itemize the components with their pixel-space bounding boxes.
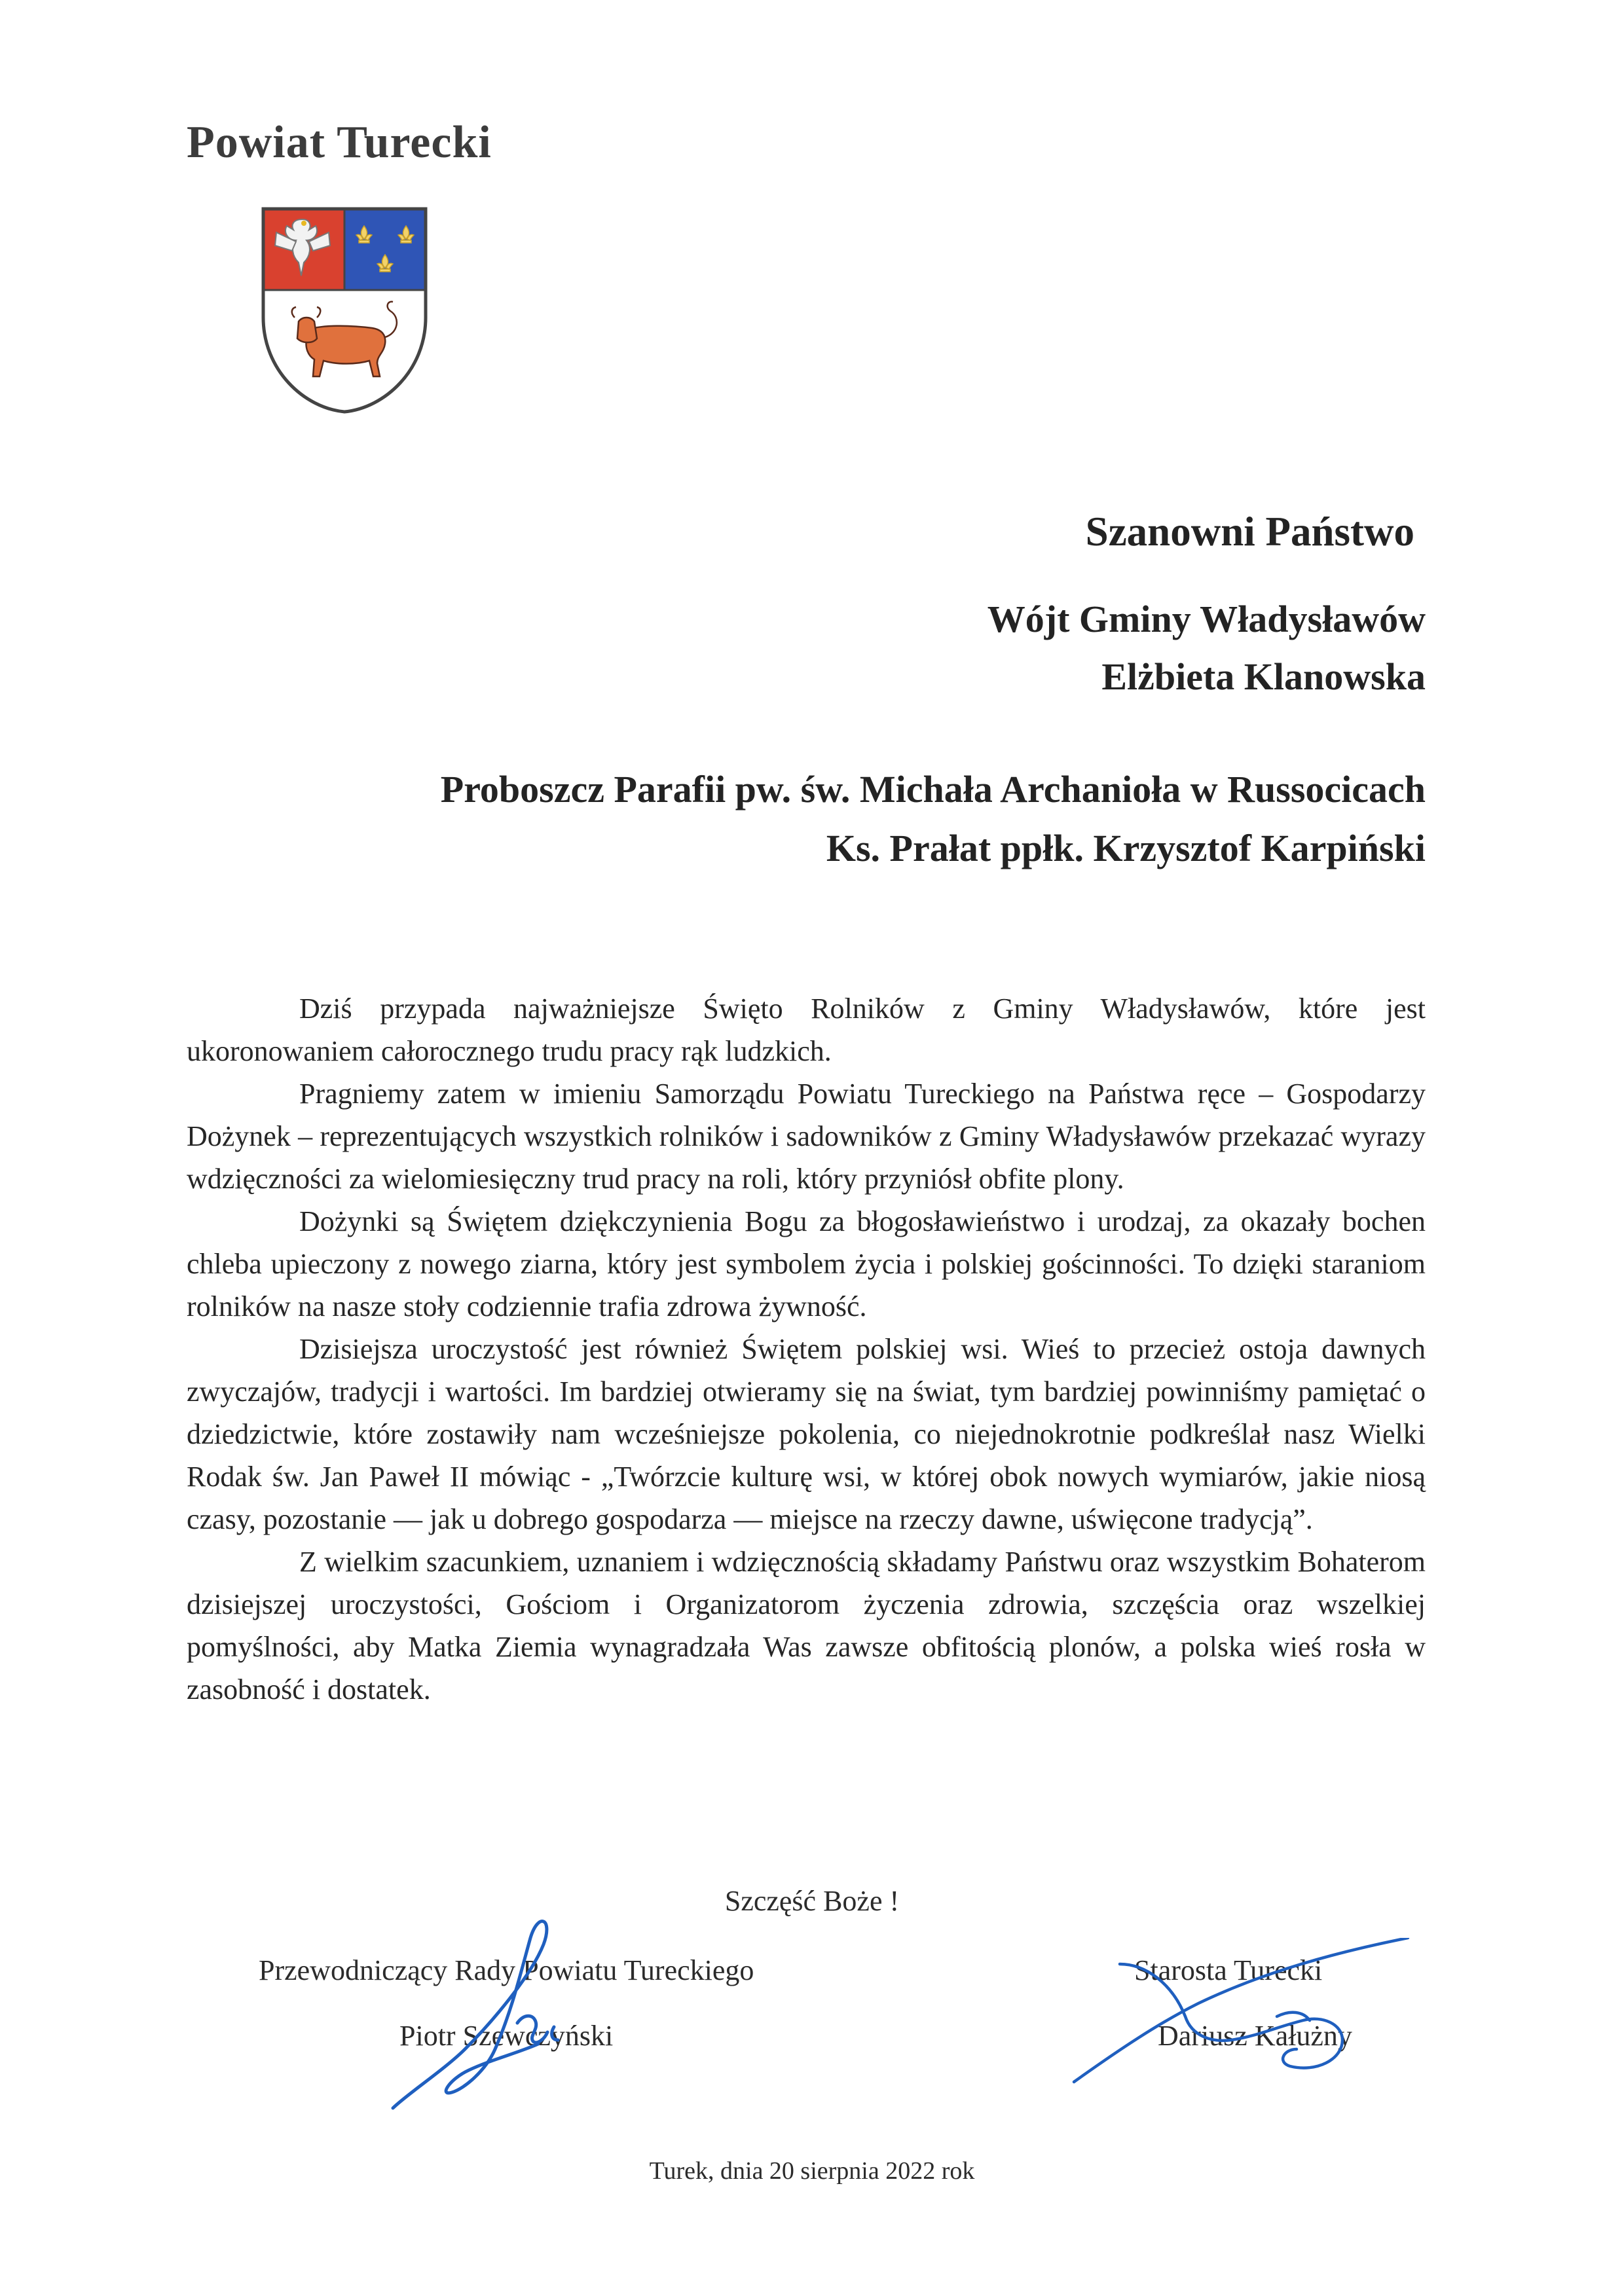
recipient-proboszcz-title: Proboszcz Parafii pw. św. Michała Archanioła w Russocicach (440, 768, 1426, 811)
salutation: Szanowni Państwo (1085, 509, 1414, 555)
recipient-proboszcz-name: Ks. Prałat ppłk. Krzysztof Karpiński (826, 827, 1426, 869)
body-paragraph: Dzisiejsza uroczystość jest również Świętem polskiej wsi. Wieś to przecież ostoja dawnych zwyczajów, tradycji i wartości. Im bardziej otwieramy się na świat, tym bardziej powinniśmy pamiętać o dziedzictwie, które zostawiły nam wcześniejsze pokolenia, co niejednokrotnie podkreślał nasz Wielki Rodak św. Jan Paweł II mówiąc - „Twórzcie kulturę wsi, w której obok nowych wymiarów, jakie niosą czasy, pozostanie — jak u dobrego gospodarza — miejsce na rzeczy dawne, uświęcone tradycją”. (187, 1333, 1426, 1535)
closing-blessing: Szczęść Boże ! (724, 1885, 900, 1917)
signatory-left-name: Piotr Szewczyński (399, 2020, 614, 2052)
letter-body (187, 987, 1426, 1711)
body-paragraph: Pragniemy zatem w imieniu Samorządu Powiatu Tureckiego na Państwa ręce – Gospodarzy Dożynek – reprezentujących wszystkich rolników i sadowników z Gminy Władysławów przekazać wyrazy wdzięczności za wielomiesięczny trud pracy na roli, który przyniósł obfite plony. (187, 1078, 1426, 1195)
recipient-wojt-title: Wójt Gminy Władysławów (987, 598, 1426, 640)
signatory-right-role: Starosta Turecki (1134, 1954, 1323, 1986)
organization-name: Powiat Turecki (187, 117, 492, 168)
recipient-wojt-name: Elżbieta Klanowska (1101, 655, 1426, 698)
powiat-turecki-coat-of-arms-icon (261, 206, 428, 414)
date-and-place: Turek, dnia 20 sierpnia 2022 rok (649, 2157, 975, 2185)
handwritten-signature-right (1054, 1938, 1447, 2088)
handwritten-signature-left (367, 1899, 642, 2121)
signatory-right-name: Dariusz Kałużny (1158, 2020, 1352, 2052)
body-paragraph: Z wielkim szacunkiem, uznaniem i wdzięcznością składamy Państwu oraz wszystkim Bohaterom dzisiejszej uroczystości, Gościom i Organizatorom życzenia zdrowia, szczęścia oraz wszelkiej pomyślności, aby Matka Ziemia wynagradzała Was zawsze obfitością plonów, a polska wieś rosła w zasobność i dostatek. (187, 1546, 1426, 1705)
body-paragraph: Dożynki są Świętem dziękczynienia Bogu za błogosławieństwo i urodzaj, za okazały bochen chleba upieczony z nowego ziarna, który jest symbolem życia i polskiej gościnności. To dzięki staraniom rolników na nasze stoły codziennie trafia zdrowa żywność. (187, 1205, 1426, 1322)
signatory-left-role: Przewodniczący Rady Powiatu Tureckiego (259, 1954, 754, 1986)
body-paragraph: Dziś przypada najważniejsze Święto Rolników z Gminy Władysławów, które jest ukoronowaniem całorocznego trudu pracy rąk ludzkich. (187, 993, 1426, 1067)
